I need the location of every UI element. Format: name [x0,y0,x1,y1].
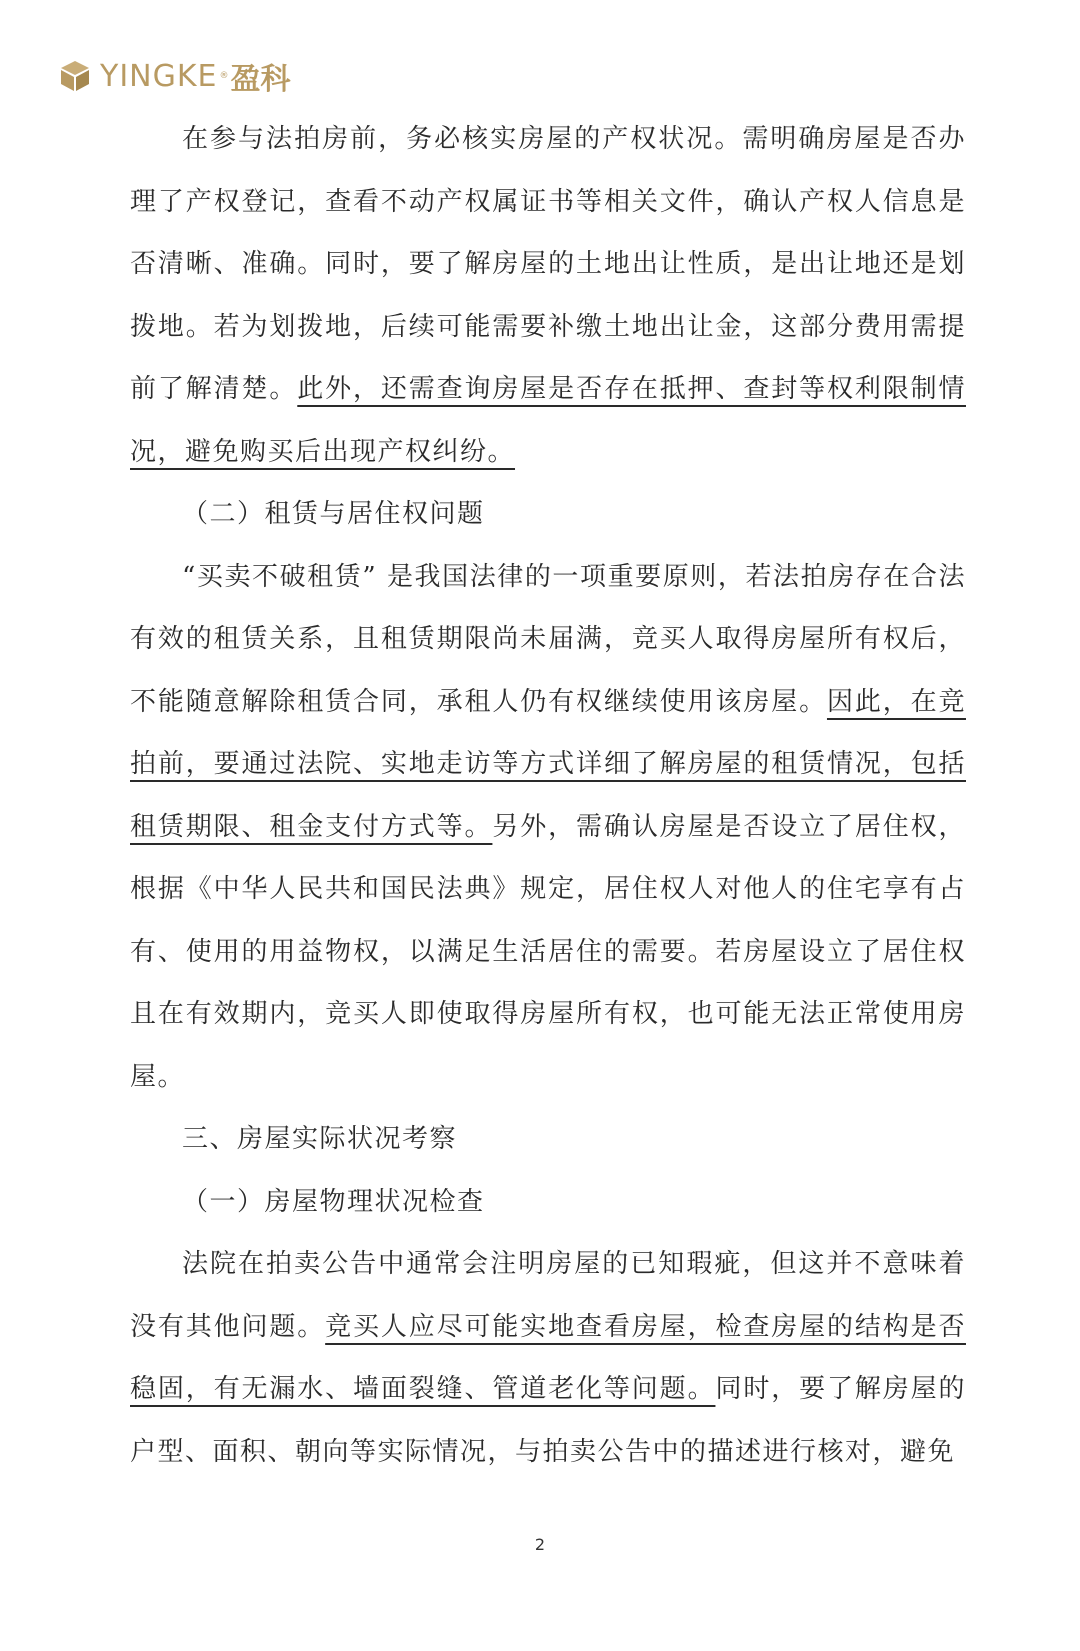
section-heading-lease: （二）租赁与居住权问题 [182,499,485,529]
underlined-text: 此外，还需查询房屋是否存在抵押、查封等权利限制情况，避免购买后出现产权纠纷。 [130,374,966,467]
section-heading-physical: （一）房屋物理状况检查 [182,1186,485,1217]
paragraph-text: 法院在拍卖公告中通常会注明房屋的已知瑕疵，但这并不意味着没有其他问题。 [130,1249,966,1342]
underlined-text: 竞买人应尽可能实地查看房屋，检查房屋的结构是否稳固，有无漏水、墙面裂缝、管道老化等问题。 [130,1311,966,1404]
brand-logo [58,54,291,98]
paragraph-text: “买卖不破租赁” 是我国法律的一项重要原则，若法拍房存在合法有效的租赁关系，且租赁期限尚未届满，竞买人取得房屋所有权后，不能随意解除租赁合同，承租人仍有权继续使用该房屋。 [130,561,966,717]
logo-registered-mark: ® [219,71,229,81]
section-heading-inspection: 三、房屋实际状况考察 [182,1124,458,1154]
paragraph-physical [130,1233,966,1483]
paragraph-title-status [130,108,966,483]
logo-chinese-text: 盈科 [230,62,291,97]
underlined-text: 因此，在竞拍前，要通过法院、实地走访等方式详细了解房屋的租赁情况，包括租赁期限、租金支付方式等。 [130,686,966,842]
document-body [130,108,966,1483]
logo-emblem-icon [58,59,92,93]
paragraph-text: 同时，要了解房屋的户型、面积、朝向等实际情况，与拍卖公告中的描述进行核对，避免 [130,1374,966,1467]
page-number: 2 [534,1535,546,1554]
paragraph-text: 在参与法拍房前，务必核实房屋的产权状况。需明确房屋是否办理了产权登记，查看不动产权属证书等相关文件，确认产权人信息是否清晰、准确。同时，要了解房屋的土地出让性质，是出让地还是划拨地。若为划拨地，后续可能需要补缴土地出让金，这部分费用需提前了解清楚。 [130,124,966,404]
paragraph-text: 另外，需确认房屋是否设立了居住权，根据《中华人民共和国民法典》规定，居住权人对他人的住宅享有占有、使用的用益物权，以满足生活居住的需要。若房屋设立了居住权且在有效期内，竞买人即使取得房屋所有权，也可能无法正常使用房屋。 [130,811,966,1092]
logo-latin-text: YINGKE [100,58,218,94]
paragraph-lease [130,546,966,1109]
